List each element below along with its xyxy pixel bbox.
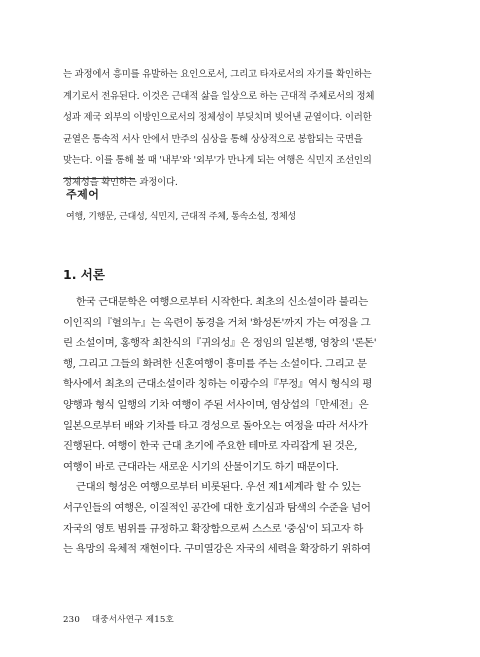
abstract-line: 성과 제국 외부의 이방인으로서의 정체성이 부딪치며 빚어낸 균열이다. 이러한 <box>63 112 372 124</box>
keywords-divider <box>63 178 135 179</box>
keywords-list: 여행, 기행문, 근대성, 식민지, 근대적 주체, 통속소설, 정체성 <box>66 212 296 222</box>
body-line: 한국 근대문학은 여행으로부터 시작한다. 최초의 신소설이라 불리는 <box>76 296 368 308</box>
body-text <box>63 292 425 560</box>
section-heading: 1. 서론 <box>63 267 105 282</box>
body-line: 일본으로부터 배와 기차를 타고 경성으로 돌아오는 여정을 따라 서사가 <box>63 419 368 432</box>
body-line: 행, 그리고 그들의 화려한 신혼여행이 흥미를 주는 소설이다. 그리고 문 <box>63 357 367 370</box>
body-line: 근대의 형성은 여행으로부터 비롯된다. 우선 제1세계라 할 수 있는 <box>76 481 361 494</box>
body-line: 여행이 바로 근대라는 새로운 시기의 산물이기도 하기 때문이다. <box>63 460 339 473</box>
journal-name: 대중서사연구 제15호 <box>91 615 175 625</box>
abstract-line: 는 과정에서 흥미를 유발하는 요인으로서, 그리고 타자로서의 자기를 확인하는 <box>63 69 372 80</box>
body-line: 이인직의『혈의누』는 옥련이 동경을 거쳐 '화성돈'까지 가는 여정을 그 <box>63 316 371 329</box>
body-line: 진행된다. 여행이 한국 근대 초기에 주요한 테마로 자리잡게 된 것은, <box>63 440 358 453</box>
page-number: 230 <box>63 615 81 625</box>
body-line: 학사에서 최초의 근대소설이라 칭하는 이광수의『무정』역시 형식의 평 <box>63 378 373 391</box>
abstract-line: 정체성을 확인하는 과정이다. <box>63 176 178 188</box>
body-line: 는 욕망의 육체적 재현이다. 구미열강은 자국의 세력을 확장하기 위하여 <box>63 543 371 556</box>
body-line: 자국의 영토 범위를 규정하고 확장함으로써 스스로 '중심'이 되고자 하 <box>63 522 363 535</box>
abstract-line: 균열은 통속적 서사 안에서 만주의 심상을 통해 상상적으로 봉합되는 국면을 <box>63 133 363 145</box>
abstract-line: 맞는다. 이를 통해 볼 때 '내부'와 '외부'가 만나게 되는 여행은 식민지 조선인의 <box>63 155 372 167</box>
abstract-paragraph <box>63 64 425 194</box>
body-line: 양행과 형식 일행의 기차 여행이 주된 서사이며, 염상섭의「만세전」은 <box>63 398 369 411</box>
body-line: 린 소설이며, 홍행작 최찬식의『귀의성』은 정임의 일본행, 영창의 '론돈' <box>63 337 377 350</box>
keywords-heading: 주제어 <box>66 188 100 201</box>
body-line: 서구인들의 여행은, 이질적인 공간에 대한 호기심과 탐색의 수준을 넘어 <box>63 501 371 514</box>
page-footer <box>63 613 174 625</box>
abstract-line: 계기로서 전유된다. 이것은 근대적 삶을 일상으로 하는 근대적 주체로서의 정체 <box>63 90 375 102</box>
